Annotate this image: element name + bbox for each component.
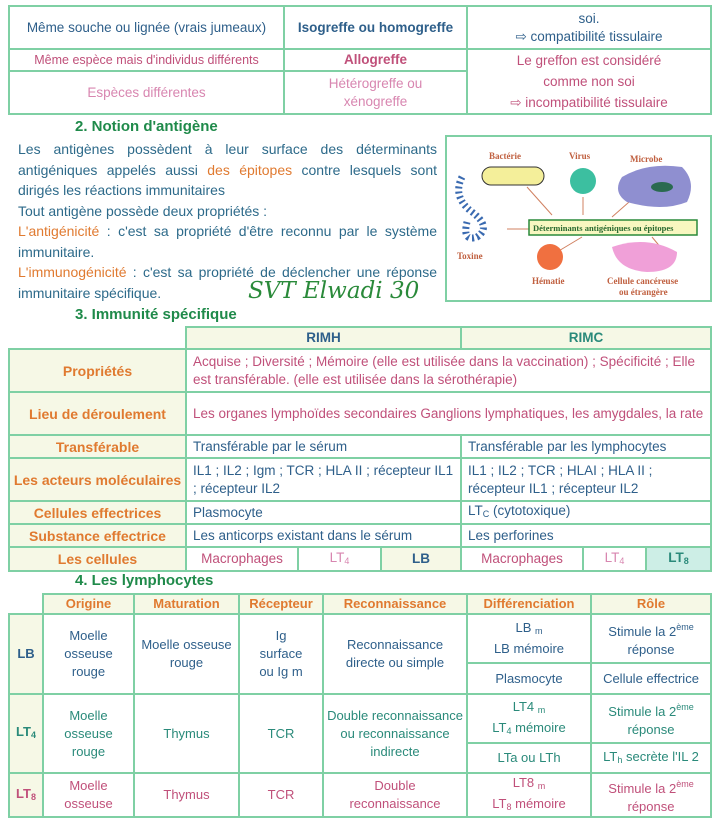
- graft-result: [467, 6, 711, 49]
- result-line: ⇨ compatibilité tissulaire: [515, 28, 663, 44]
- graft-type: Hétérogreffe ou xénogreffe: [284, 71, 467, 114]
- cell: Moelle osseuse rouge: [43, 614, 134, 694]
- cancer-cell-icon: [612, 242, 677, 272]
- graft-type: Allogreffe: [284, 49, 467, 71]
- cell: [591, 773, 711, 817]
- text: LB $_m$: [515, 620, 543, 636]
- table-row: [9, 547, 711, 571]
- cell: Double reconnaissance ou reconnaissance indirecte: [323, 694, 467, 773]
- table-row: [9, 594, 711, 614]
- subscript: 4: [344, 555, 350, 566]
- antigen-diagram: [445, 135, 712, 302]
- table-row: [9, 501, 711, 524]
- col-header: Origine: [43, 594, 134, 614]
- cell: [467, 773, 591, 817]
- cell: Transférable par les lymphocytes: [461, 435, 711, 458]
- cell: Macrophages: [186, 547, 298, 571]
- cell: Les perforines: [461, 524, 711, 547]
- row-label: Les cellules: [9, 547, 186, 571]
- text: Stimule la 2ème: [608, 702, 694, 719]
- bacteria-icon: [482, 167, 544, 185]
- cell: TCR: [239, 694, 323, 773]
- col-header: RIMH: [186, 327, 461, 349]
- cell: Moelle osseuse rouge: [43, 694, 134, 773]
- highlight: des épitopes: [207, 161, 293, 178]
- table-row: [9, 6, 711, 49]
- col-header: Rôle: [591, 594, 711, 614]
- table-row: [9, 694, 711, 743]
- subscript: 8: [683, 555, 689, 566]
- result-line: ⇨ incompatibilité tissulaire: [510, 95, 668, 110]
- table-row: [9, 614, 711, 663]
- toxin-icon: [459, 177, 484, 238]
- text: Stimule la 2ème: [608, 778, 694, 796]
- lymphocytes-table: [8, 593, 712, 818]
- graft-origin: Espèces différentes: [9, 71, 284, 114]
- cell: [646, 547, 711, 571]
- text: LT: [468, 503, 483, 518]
- watermark: SVT Elwadi 30: [248, 278, 420, 304]
- cell: Les anticorps existant dans le sérum: [186, 524, 461, 547]
- row-label: Propriétés: [9, 349, 186, 392]
- row-label: Substance effectrice: [9, 524, 186, 547]
- text: LB mémoire: [493, 641, 565, 656]
- cell: $LT_h$ secrète l'IL 2: [591, 743, 711, 773]
- cell: LB: [381, 547, 461, 571]
- label-microbe: Microbe: [630, 154, 663, 164]
- term: L'antigénicité: [18, 223, 100, 239]
- result-line: Le greffon est considéré comme non soi: [516, 53, 662, 89]
- text: réponse: [627, 642, 675, 657]
- cell: Reconnaissance directe ou simple: [323, 614, 467, 694]
- paragraph: [18, 139, 437, 201]
- cell: Transférable par le sérum: [186, 435, 461, 458]
- cell: [467, 694, 591, 743]
- cell: [591, 614, 711, 663]
- table-row: [9, 435, 711, 458]
- cell: Les organes lymphoïdes secondaires Ganglions lymphatiques, les amygdales, la rate: [186, 392, 711, 435]
- row-label: LB: [9, 614, 43, 694]
- text: : c'est sa propriété de déclencher une réponse immunitaire spécifique.: [18, 264, 437, 301]
- cell: Ig surface ou Ig m: [239, 614, 323, 694]
- cell: [467, 614, 591, 663]
- label-toxine: Toxine: [457, 251, 483, 261]
- text: $LT_4$ mémoire: [492, 719, 566, 736]
- term: L'immunogénicité: [18, 264, 127, 280]
- table-row: [9, 773, 711, 817]
- table-row: [9, 349, 711, 392]
- immunity-table: [8, 326, 712, 572]
- paragraph: Tout antigène possède deux propriétés :: [18, 202, 268, 219]
- cell: Acquise ; Diversité ; Mémoire (elle est utilisée dans la vaccination) ; Spécificité ; Elle est transférable. (elle est utilisée dans la sérothérapie): [186, 349, 711, 392]
- graft-result: [467, 49, 711, 114]
- erythrocyte-icon: [537, 244, 563, 270]
- graft-table: [8, 5, 712, 115]
- text: : c'est sa propriété d'être reconnu par le système immunitaire.: [18, 223, 437, 260]
- section-title: 3. Immunité spécifique: [75, 306, 237, 323]
- label-hematie: Hématie: [532, 276, 565, 286]
- cell: LTa ou LTh: [467, 743, 591, 773]
- row-label: $LT_8$: [9, 773, 43, 817]
- cell: [461, 501, 711, 524]
- graft-origin: Même espèce mais d'individus différents: [9, 49, 284, 71]
- section-title: 2. Notion d'antigène: [75, 118, 218, 135]
- cell: IL1 ; IL2 ; Igm ; TCR ; HLA II ; récepteur IL1 ; récepteur IL2: [186, 458, 461, 501]
- cell: Thymus: [134, 694, 239, 773]
- table-row: [9, 458, 711, 501]
- col-header: Récepteur: [239, 594, 323, 614]
- cell: IL1 ; IL2 ; TCR ; HLAI ; HLA II ; récepteur IL1 ; récepteur IL2: [461, 458, 711, 501]
- section-title: 4. Les lymphocytes: [75, 572, 214, 589]
- text: contre lesquels sont dirigés les réactions immunitaires: [18, 161, 437, 198]
- text: (cytotoxique): [489, 503, 571, 518]
- table-row: [9, 327, 711, 349]
- label-virus: Virus: [569, 151, 591, 161]
- row-label: $LT_4$: [9, 694, 43, 773]
- row-label: Lieu de déroulement: [9, 392, 186, 435]
- col-header: Reconnaissance: [323, 594, 467, 614]
- cell: [298, 547, 381, 571]
- cell: Moelle osseuse rouge: [134, 614, 239, 694]
- label-cellule: Cellule cancéreuse: [607, 276, 679, 286]
- cell: Plasmocyte: [186, 501, 461, 524]
- col-header: RIMC: [461, 327, 711, 349]
- text: LT: [604, 549, 620, 565]
- text: Stimule la 2ème: [608, 622, 694, 639]
- text: LT4 $_m$: [512, 698, 546, 715]
- subscript: 4: [619, 555, 625, 566]
- text: réponse: [627, 722, 675, 737]
- label-bacterie: Bactérie: [489, 151, 521, 161]
- row-label: Transférable: [9, 435, 186, 458]
- virus-icon: [570, 168, 596, 194]
- col-header: Différenciation: [467, 594, 591, 614]
- text: LT: [329, 549, 345, 565]
- graft-type: Isogreffe ou homogreffe: [284, 6, 467, 49]
- cell: Plasmocyte: [467, 663, 591, 694]
- result-line: soi.: [578, 10, 600, 26]
- text: Les antigènes possèdent à leur surface des déterminants antigéniques appelés aussi: [18, 141, 437, 178]
- cell: Double reconnaissance: [323, 773, 467, 817]
- table-row: [9, 49, 711, 71]
- cell: [591, 694, 711, 743]
- graft-origin: Même souche ou lignée (vrais jumeaux): [9, 6, 284, 49]
- text: LT: [668, 549, 684, 565]
- paragraph: [18, 221, 437, 262]
- cell: Cellule effectrice: [591, 663, 711, 694]
- col-header: Maturation: [134, 594, 239, 614]
- cell: Thymus: [134, 773, 239, 817]
- cell: [583, 547, 646, 571]
- cell: TCR: [239, 773, 323, 817]
- row-label: Les acteurs moléculaires: [9, 458, 186, 501]
- text: LT8 $_m$: [512, 775, 546, 791]
- text: réponse: [627, 798, 675, 814]
- table-row: [9, 524, 711, 547]
- row-label: Cellules effectrices: [9, 501, 186, 524]
- subscript: C: [482, 509, 490, 519]
- label-cellule: ou étrangère: [619, 287, 668, 297]
- cell: Macrophages: [461, 547, 583, 571]
- antigen-diagram-svg: [447, 137, 710, 300]
- label-center: Déterminants antigéniques ou épitopes: [533, 223, 674, 233]
- cell: Moelle osseuse: [43, 773, 134, 817]
- table-row: [9, 392, 711, 435]
- text: $LT_8$ mémoire: [492, 796, 566, 812]
